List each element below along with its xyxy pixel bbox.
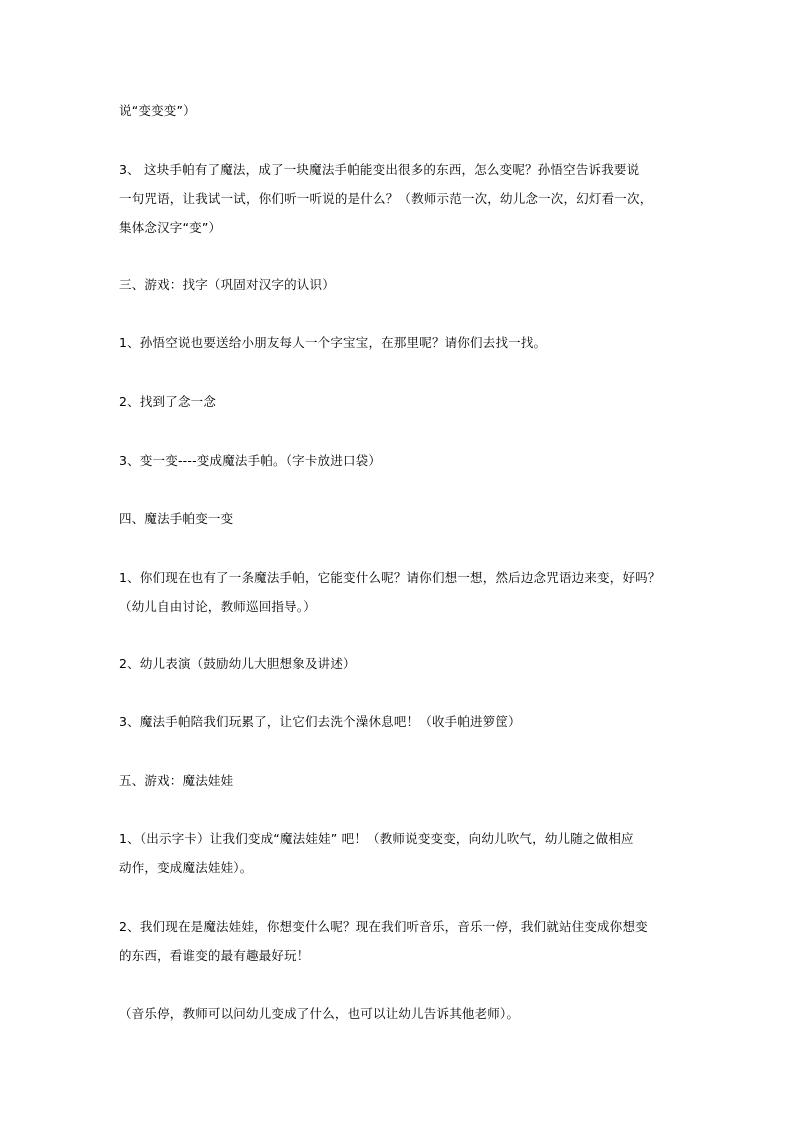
- paragraph-doll-2: 2、我们现在是魔法娃娃，你想变什么呢？现在我们听音乐，音乐一停，我们就站住变成你想变 的东西，看谁变的最有趣最好玩！: [119, 919, 648, 963]
- paragraph-handkerchief-2: 2、幼儿表演（鼓励幼儿大胆想象及讲述）: [119, 656, 356, 671]
- paragraph-handkerchief-3: 3、魔法手帕陪我们玩累了，让它们去洗个澡休息吧！（收手帕进箩筐）: [119, 714, 521, 729]
- paragraph-continuation: 说“变变变”）: [119, 103, 196, 118]
- paragraph-find-3: 3、变一变----变成魔法手帕。（字卡放进口袋）: [119, 453, 382, 468]
- paragraph-find-2: 2、找到了念一念: [119, 394, 217, 409]
- section-heading-5: 五、游戏：魔法娃娃: [119, 773, 234, 788]
- paragraph-handkerchief-1: 1、你们现在也有了一条魔法手帕，它能变什么呢？请你们想一想，然后边念咒语边来变，好吗？ （幼儿自由讨论，教师巡回指导。）: [119, 570, 661, 614]
- paragraph-music-stop: （音乐停，教师可以问幼儿变成了什么，也可以让幼儿告诉其他老师）。: [119, 1006, 520, 1021]
- paragraph-doll-1: 1、（出示字卡）让我们变成“魔法娃娃” 吧！（教师说变变变，向幼儿吹气，幼儿随之做相应 动作，变成魔法娃娃）。: [119, 831, 634, 875]
- paragraph-find-1: 1、孙悟空说也要送给小朋友每人一个字宝宝，在那里呢？请你们去找一找。: [119, 335, 547, 350]
- section-heading-3: 三、游戏：找字（巩固对汉字的认识）: [119, 277, 335, 292]
- section-heading-4: 四、魔法手帕变一变: [119, 511, 234, 526]
- paragraph-step-3-magic-handkerchief: 3、 这块手帕有了魔法，成了一块魔法手帕能变出很多的东西，怎么变呢？孙悟空告诉我要说 一句咒语，让我试一试，你们听一听说的是什么？（教师示范一次，幼儿念一次，幻灯看一次， 集体念汉字“变”）: [119, 162, 653, 235]
